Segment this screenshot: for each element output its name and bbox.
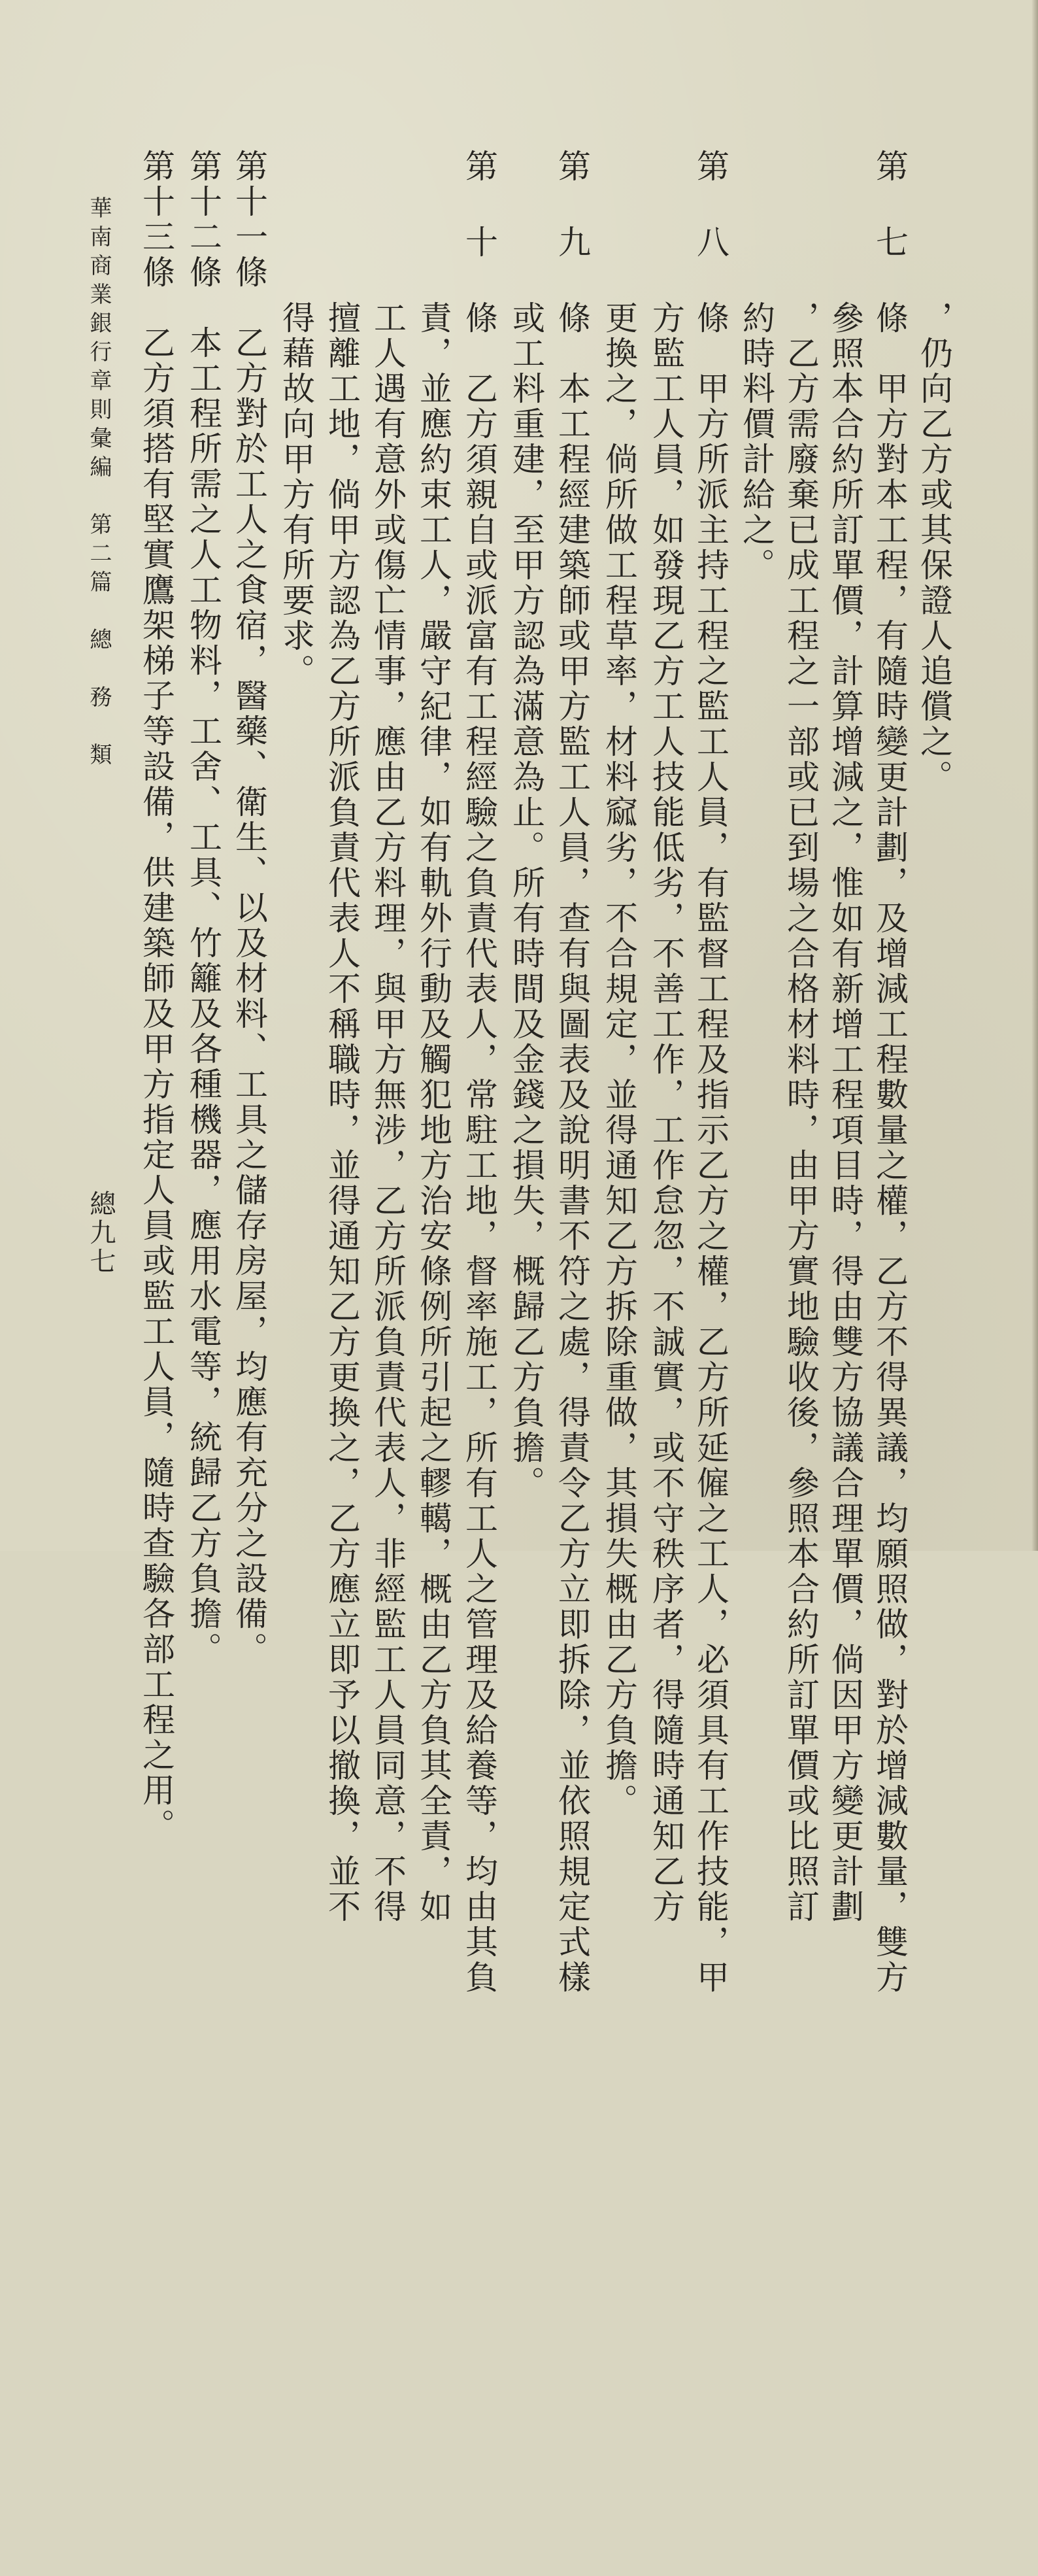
article-11-title-column: 第十一條 乙方對於工人之食宿，醫藥、衛生、以及材料、工具之儲存房屋，均應有充分之設備。 — [230, 149, 268, 1667]
text-column-5: 約時料價計給之。 — [737, 301, 775, 583]
article-9-title-column: 第 九 條 本工程經建築師或甲方監工人員，查有與圖表及說明書不符之處，得責令乙方立即拆除，並依照規定式樣 — [553, 149, 591, 1995]
article-8-title-column: 第 八 條 甲方所派主持工程之監工人員，有監督工程及指示乙方之權，乙方所延僱之工人，必須具有工作技能，甲 — [692, 149, 729, 1995]
text-column-10: 或工料重建，至甲方認為滿意為止。所有時間及金錢之損失，概歸乙方負擔。 — [507, 301, 545, 1501]
text-column-12: 責，並應約束工人，嚴守紀律，如有軌外行動及觸犯地方治安條例所引起之轇轕，概由乙方負其全責，如 — [414, 301, 452, 1925]
text-column-7: 方監工人員，如發現乙方工人技能低劣，不善工作，工作怠忽，不誠實，或不守秩序者，得隨時通知乙方 — [647, 301, 685, 1925]
text-column-1: ，仍向乙方或其保證人追償之。 — [915, 301, 953, 795]
text-column-3: 參照本合約所訂單價，計算增減之，惟如有新增工程項目時，得由雙方協議合理單價，倘因甲方變更計劃 — [826, 301, 864, 1925]
text-column-13: 工人遇有意外或傷亡情事，應由乙方料理，與甲方無涉，乙方所派負責代表人，非經監工人員同意，不得 — [369, 301, 407, 1925]
book-title-footer: 華南商業銀行章則彙編 第二篇 總 務 類 — [86, 196, 112, 771]
page-edge-shadow — [1031, 0, 1038, 1551]
text-column-8: 更換之，倘所做工程草率，材料窳劣，不合規定，並得通知乙方拆除重做，其損失概由乙方負擔。 — [600, 301, 638, 1819]
page-number: 總九七 — [86, 1190, 116, 1276]
text-column-14: 擅離工地，倘甲方認為乙方所派負責代表人不稱職時，並得通知乙方更換之，乙方應立即予以撤換，並不 — [323, 301, 361, 1925]
article-12-title-column: 第十二條 本工程所需之人工物料，工舍、工具、竹籬及各種機器，應用水電等，統歸乙方負擔。 — [184, 149, 222, 1667]
article-10-title-column: 第 十 條 乙方須親自或派富有工程經驗之負責代表人，常駐工地，督率施工，所有工人之管理及給養等，均由其負 — [460, 149, 498, 1995]
text-column-4: ，乙方需廢棄已成工程之一部或已到場之合格材料時，由甲方實地驗收後，參照本合約所訂單價或比照訂 — [782, 301, 820, 1925]
text-column-15: 得藉故向甲方有所要求。 — [277, 301, 315, 689]
article-13-title-column: 第十三條 乙方須搭有堅實鷹架梯子等設備，供建築師及甲方指定人員或監工人員，隨時查驗各部工程之用。 — [137, 149, 175, 1844]
article-7-title-column: 第 七 條 甲方對本工程，有隨時變更計劃，及增減工程數量之權，乙方不得異議，均願照做，對於增減數量，雙方 — [871, 149, 909, 1995]
